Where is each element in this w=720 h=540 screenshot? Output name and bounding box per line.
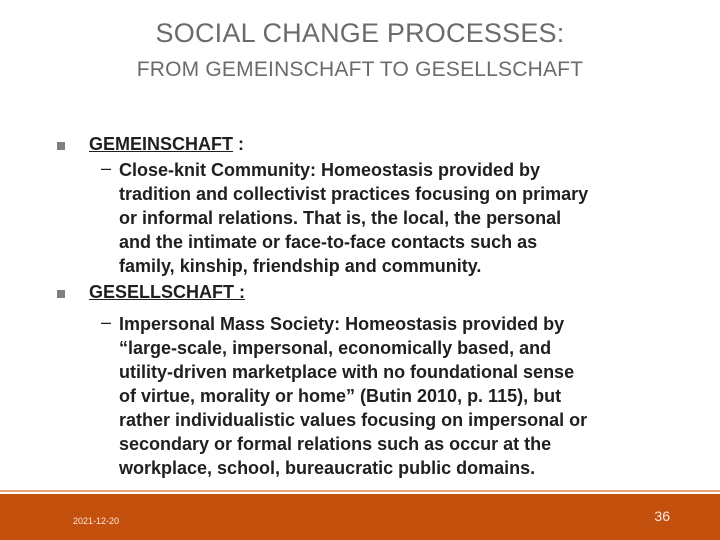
text-line: workplace, school, bureaucratic public domains. bbox=[119, 458, 536, 478]
bullet-square-icon bbox=[57, 290, 65, 298]
heading-suffix: : bbox=[233, 134, 244, 154]
sub-bullet-gesellschaft bbox=[119, 312, 679, 480]
footer-date: 2021-12-20 bbox=[73, 516, 120, 526]
text-line: and the intimate or face-to-face contacts such as bbox=[119, 232, 538, 252]
sub-bullet-gemeinschaft bbox=[119, 158, 679, 278]
heading-text: GEMEINSCHAFT bbox=[89, 134, 233, 154]
text-line: “large-scale, impersonal, economically based, and bbox=[119, 338, 552, 358]
text-line: tradition and collectivist practices focusing on primary bbox=[119, 184, 589, 204]
bullet-heading-gemeinschaft bbox=[89, 134, 244, 155]
bullet-square-icon bbox=[57, 142, 65, 150]
heading-text: GESELLSCHAFT : bbox=[89, 282, 245, 302]
footer-divider bbox=[0, 490, 720, 492]
text-line: utility-driven marketplace with no foundational sense bbox=[119, 362, 575, 382]
text-line: Impersonal Mass Society: Homeostasis provided by bbox=[119, 314, 565, 334]
text-line: Close-knit Community: Homeostasis provided by bbox=[119, 160, 541, 180]
text-line: of virtue, morality or home” (Butin 2010, p. 115), but bbox=[119, 386, 562, 406]
bullet-heading-gesellschaft bbox=[89, 282, 245, 303]
text-line: rather individualistic values focusing on impersonal or bbox=[119, 410, 588, 430]
slide-subtitle: FROM GEMEINSCHAFT TO GESELLSCHAFT bbox=[136, 58, 584, 81]
slide-title: SOCIAL CHANGE PROCESSES: bbox=[155, 18, 565, 48]
text-line: or informal relations. That is, the local, the personal bbox=[119, 208, 562, 228]
text-line: family, kinship, friendship and community. bbox=[119, 256, 482, 276]
sub-bullet-dash: – bbox=[101, 312, 112, 332]
sub-bullet-dash: – bbox=[101, 158, 112, 178]
text-line: secondary or formal relations such as occur at the bbox=[119, 434, 552, 454]
page-number: 36 bbox=[654, 508, 670, 524]
